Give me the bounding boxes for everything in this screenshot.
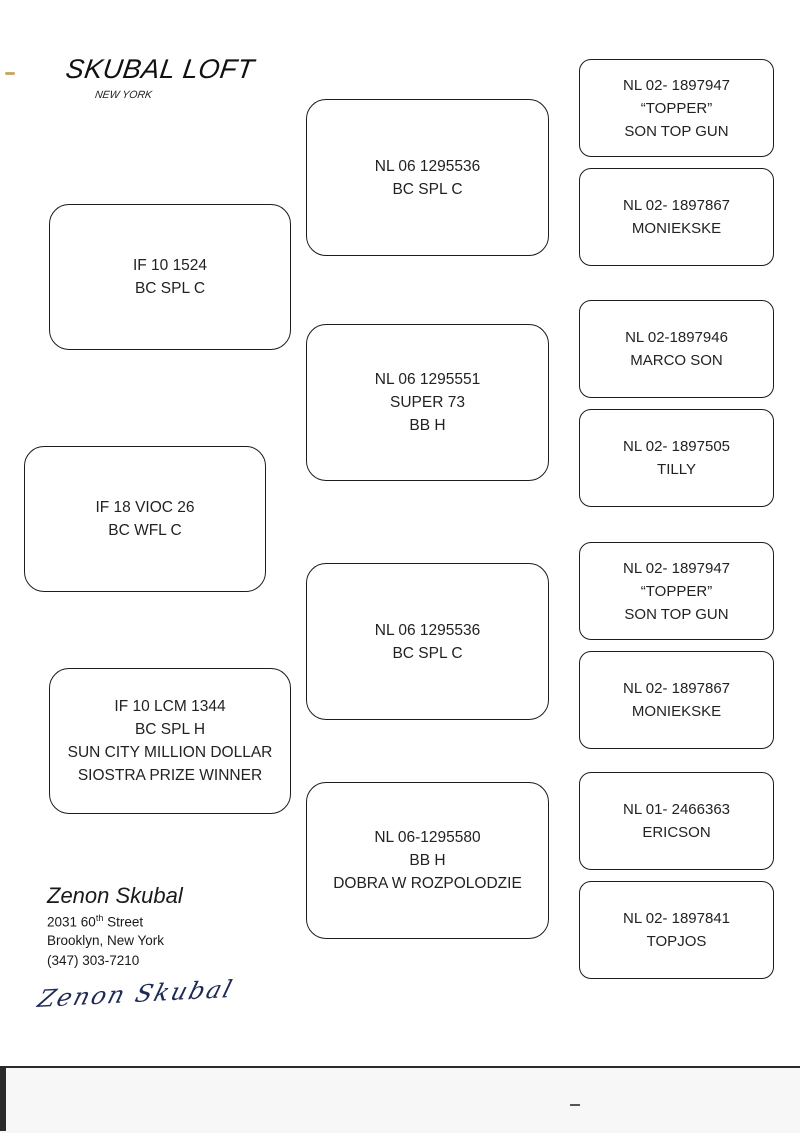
bird-note: SIOSTRA PRIZE WINNER — [77, 767, 263, 784]
subject-box-3 — [49, 668, 291, 814]
ring-number: NL 02-1897946 — [625, 329, 728, 346]
grandparent-box-4 — [579, 409, 774, 507]
bird-name: SUPER 73 — [390, 394, 465, 411]
bird-note: DOBRA W ROZPOLODZIE — [333, 875, 522, 892]
subject-box-1 — [49, 204, 291, 350]
grandparent-box-5 — [579, 542, 774, 640]
grandparent-box-7 — [579, 772, 774, 870]
ring-number: IF 10 1524 — [132, 257, 208, 274]
bird-name: MONIEKSKE — [631, 220, 722, 237]
subject-box-2 — [24, 446, 266, 592]
ring-number: NL 06 1295536 — [374, 157, 481, 175]
bird-color: BC SPL C — [134, 280, 206, 297]
ring-number: NL 01- 2466363 — [622, 801, 731, 818]
owner-phone: (347) 303-7210 — [47, 953, 140, 968]
scan-mark — [5, 72, 15, 75]
handwritten-signature: Zenon Skubal — [34, 975, 237, 1013]
bird-name: TOPJOS — [646, 933, 707, 950]
bird-name: ERICSON — [642, 824, 711, 841]
parent-box-3 — [306, 563, 549, 720]
ring-number: NL 02- 1897841 — [622, 910, 731, 927]
bird-name: MONIEKSKE — [631, 703, 722, 720]
grandparent-box-1 — [579, 59, 774, 157]
loft-logo: SKUBAL LOFT — [63, 54, 257, 84]
ring-number: NL 02- 1897947 — [622, 559, 731, 577]
ring-number: NL 06-1295580 — [374, 829, 481, 846]
ring-number: NL 02- 1897947 — [622, 76, 731, 94]
owner-street: 2031 60th Street — [47, 913, 144, 930]
bird-color: BB H — [409, 852, 446, 869]
owner-city: Brooklyn, New York — [47, 933, 165, 948]
ring-number: NL 02- 1897867 — [622, 197, 731, 214]
bird-color: BB H — [409, 417, 446, 434]
scan-mark-dash — [570, 1104, 580, 1106]
grandparent-box-3 — [579, 300, 774, 398]
bird-color: BC SPL C — [392, 644, 463, 662]
parent-box-1 — [306, 99, 549, 256]
bird-note: SON TOP GUN — [624, 605, 729, 623]
loft-location: NEW YORK — [94, 89, 153, 101]
scan-edge — [0, 1066, 800, 1133]
bird-name: MARCO SON — [630, 352, 723, 369]
parent-box-4 — [306, 782, 549, 939]
bird-color: BC WFL C — [108, 522, 182, 539]
ring-number: IF 18 VIOC 26 — [95, 499, 195, 516]
bird-note: SON TOP GUN — [624, 122, 729, 140]
bird-name: “TOPPER” — [640, 582, 713, 600]
bird-name: “TOPPER” — [640, 99, 713, 117]
bird-color: BC SPL C — [392, 180, 463, 198]
owner-name: Zenon Skubal — [47, 883, 183, 908]
bird-note: SUN CITY MILLION DOLLAR — [67, 744, 273, 761]
ring-number: NL 06 1295536 — [374, 621, 481, 639]
bird-color: BC SPL H — [134, 721, 206, 738]
ring-number: NL 06 1295551 — [374, 371, 481, 388]
scan-edge-left — [0, 1066, 6, 1131]
grandparent-box-6 — [579, 651, 774, 749]
ring-number: NL 02- 1897505 — [622, 438, 731, 455]
ring-number: NL 02- 1897867 — [622, 680, 731, 697]
grandparent-box-8 — [579, 881, 774, 979]
ring-number: IF 10 LCM 1344 — [114, 698, 226, 715]
bird-name: TILLY — [657, 461, 696, 478]
grandparent-box-2 — [579, 168, 774, 266]
parent-box-2 — [306, 324, 549, 481]
